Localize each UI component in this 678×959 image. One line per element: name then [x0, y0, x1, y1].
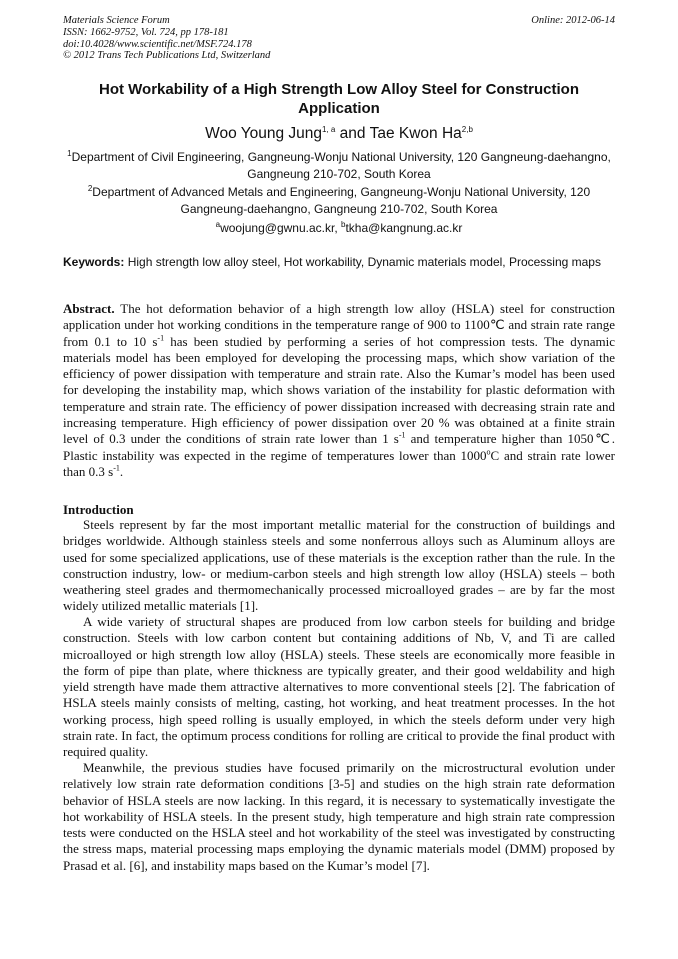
author-2: Tae Kwon Ha	[369, 125, 462, 142]
email-b: tkha@kangnung.ac.kr	[345, 221, 463, 235]
affiliation-2-num: 2	[87, 184, 93, 193]
online-date: Online: 2012-06-14	[531, 15, 615, 26]
author-1-sup: 1, a	[322, 124, 336, 134]
journal-header	[63, 15, 270, 62]
abstract-text-2: has been studied by performing a series of hot compression tests. The dynamic materials model has been employed for developing the processing maps, which show variation of the efficiency of power dissipation with temperature and strain rate. Also the Kumar’s model has been used for developing the instability map, which shows variation of the instability for plastic deformation with temperature and strain rate. The efficiency of power dissipation increased with decreasing strain rate and increasing temperature. High efficiency of power dissipation over 20 % was obtained at a finite strain level of 0.3 under the conditions of strain rate lower than 1 s	[63, 333, 615, 447]
introduction-heading: Introduction	[63, 502, 134, 517]
affiliation-1-num: 1	[67, 149, 72, 158]
affiliation-1	[63, 149, 615, 183]
intro-paragraph-1: Steels represent by far the most important metallic material for the construction of buildings and bridges worldwide. Although stainless steels and some nonferrous alloys such as Aluminum alloys are used for some specialized applications, use of these materials is the exception rather than the rule. In the construction industry, low- or medium-carbon steels and high strength low alloy (HSLA) steels – both weathering steel grades and thermomechanically processed microalloyed grades – are by far the most widely utilized metallic materials [1].	[63, 517, 615, 614]
keywords-text: High strength low alloy steel, Hot workability, Dynamic materials model, Processing maps	[124, 255, 601, 269]
authors	[63, 124, 615, 143]
abstract	[63, 301, 615, 480]
abstract-sup-3: o	[486, 447, 491, 457]
author-1: Woo Young Jung	[205, 125, 323, 142]
email-a-sup: a	[215, 220, 221, 229]
abstract-text-3: and temperature higher than 1050℃. Plastic instability was expected in the regime of temperatures lower than 1000	[63, 431, 615, 463]
issn: ISSN: 1662-9752, Vol. 724, pp 178-181	[63, 26, 229, 38]
abstract-sup-4: -1	[113, 463, 120, 473]
affiliation-2	[63, 184, 615, 218]
abstract-text-5: .	[119, 463, 124, 479]
abstract-sup-1: -1	[157, 333, 165, 343]
email-a: woojung@gwnu.ac.kr,	[220, 221, 341, 235]
copyright: © 2012 Trans Tech Publications Ltd, Switzerland	[63, 50, 271, 62]
email-b-sup: b	[341, 220, 346, 229]
doi: doi:10.4028/www.scientific.net/MSF.724.178	[63, 38, 252, 50]
abstract-text-1: The hot deformation behavior of a high strength low alloy (HSLA) steel for construction application under hot working conditions in the temperature range of 900 to 1100℃ and strain rate range from 0.1 to 10 s	[63, 301, 615, 349]
abstract-sup-2: -1	[398, 431, 406, 441]
journal-name: Materials Science Forum	[63, 15, 170, 26]
author-2-sup: 2,b	[461, 124, 473, 134]
abstract-text-4: C and strain rate lower than 0.3 s	[63, 447, 615, 479]
authors-and: and	[335, 125, 370, 142]
affiliation-1-text: Department of Civil Engineering, Gangneung-Wonju National University, 120 Gangneung-daehangno, Gangneung 210-702, South Korea	[71, 150, 611, 181]
intro-paragraph-2: A wide variety of structural shapes are produced from low carbon steels for building and bridge construction. Steels with low carbon content but containing additions of Nb, V, and Ti are called microalloyed or high strength low alloy (HSLA) steels. These steels are economically more feasible in the form of pipe than plate, where thickness are typically greater, and their good weldability and high yield strength have made them attractive alternatives to more conventional steels [2]. The fabrication of HSLA steels mainly consists of melting, casting, hot working, and heat treatment processes. In the hot working process, high speed rolling is usually employed, in which the steels deform under very high strain rate. In fact, the optimum process conditions for rolling are critical to provide the final product with required quality.	[63, 614, 615, 759]
abstract-label: Abstract.	[63, 301, 115, 316]
paper-title: Hot Workability of a High Strength Low Alloy Steel for Construction Application	[98, 81, 579, 117]
keywords	[63, 255, 615, 271]
keywords-label: Keywords:	[63, 255, 125, 269]
affiliation-2-text: Department of Advanced Metals and Engineering, Gangneung-Wonju National University, 120 Gangneung-daehangno, Gangneung 210-702, South Korea	[92, 185, 591, 216]
intro-paragraph-3: Meanwhile, the previous studies have focused primarily on the microstructural evolution under relatively low strain rate deformation conditions [3-5] and studies on the high strain rate deformation behavior of HSLA steels are now lacking. In this regard, it is necessary to systematically investigate the hot workability of HSLA steels. In the present study, high temperature and high strain rate compression tests were conducted on the HSLA steel and hot workability of the steel was investigated by constructing the stress maps, material processing maps employing the dynamic materials model (DMM) proposed by Prasad et al. [6], and instability maps based on the Kumar’s model [7].	[63, 760, 615, 873]
emails	[63, 220, 615, 237]
